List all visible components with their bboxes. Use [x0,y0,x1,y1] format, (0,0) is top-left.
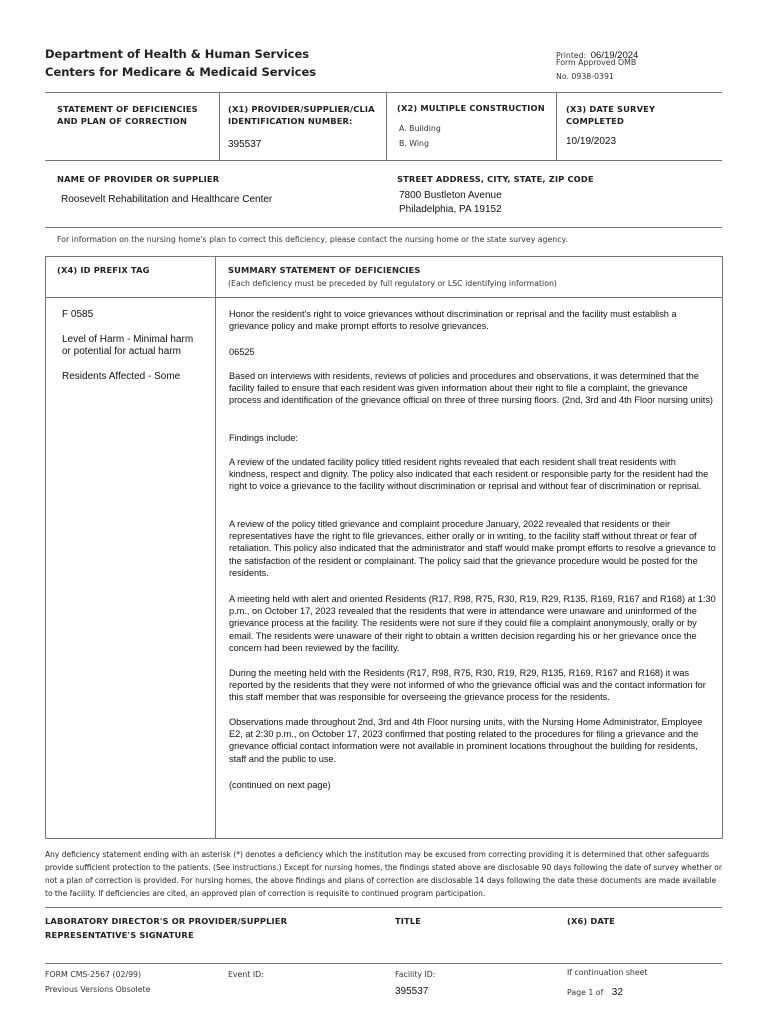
summary-p2: 06525 [229,347,255,357]
omb-number: No. 0938-0391 [556,72,614,81]
page-total: 32 [611,987,623,998]
summary-p7: A meeting held with alert and oriented Residents (R17, R98, R75, R30, R19, R29, R135, R169, R167 and R168) at 1:30 p.m., on October 17, 2023 revealed that the residents that were in attendance were unaware and uninformed of the grievance process at the facility. The residents were not sure if they could file a complaint anonymously, orally or by email. The residents were unaware of their right to obtain a written decision regarding his or her grievance once the concern had been reviewed by the facility. [229,594,716,653]
tag-code: F 0585 [62,309,94,320]
rule [556,92,557,160]
page-indicator [567,982,623,1000]
rule [722,256,723,839]
provider-label: NAME OF PROVIDER OR SUPPLIER [57,174,220,184]
statement-label: STATEMENT OF DEFICIENCIES AND PLAN OF CORRECTION [57,104,198,126]
rule [386,92,387,160]
event-id-label: Event ID: [228,970,264,979]
x2-building: A. Building [399,124,441,133]
summary-p3: Based on interviews with residents, reviews of policies and procedures and observations, it was determined that the facility failed to ensure that each resident was given information about their right to file a complaint, the grievance process and identification of the grievance official on three of three nursing floors. (2nd, 3rd and 4th Floor nursing units) [229,371,713,406]
disclaimer: Any deficiency statement ending with an asterisk (*) denotes a deficiency which the institution may be excused from correcting providing it is determined that other safeguards provide sufficient protection to the patients. (See instructions.) Except for nursing homes, the findings stated above are disclosable 90 days following the date of survey whether or not a plan of correction is provided. For nursing homes, the above findings and plans of correction are disclosable 14 days following the date these documents are made available to the facility. If deficiencies are cited, an approved plan of correction is requisite to continued program participation. [45,850,722,898]
rule [215,256,216,839]
address-label: STREET ADDRESS, CITY, STATE, ZIP CODE [397,174,594,184]
x2-label: (X2) MULTIPLE CONSTRUCTION [397,103,545,113]
rule [45,907,722,908]
provider-value: Roosevelt Rehabilitation and Healthcare Center [61,194,273,205]
x2-wing: B. Wing [399,139,429,148]
department-title: Department of Health & Human Services [45,47,310,61]
residents-affected: Residents Affected - Some [62,371,181,382]
rule [45,227,722,228]
summary-p5: A review of the undated facility policy titled resident rights revealed that each resident shall treat residents with kindness, respect and dignity. The policy also indicated that each resident or responsible party for the resident had the right to voice a grievance to the facility without discrimination or reprisal and without fear of discrimination or reprisal. [229,457,709,492]
x3-value: 10/19/2023 [566,136,617,147]
director-signature-label-1: LABORATORY DIRECTOR'S OR PROVIDER/SUPPLIER [45,916,288,926]
x6-date-label: (X6) DATE [567,916,615,926]
rule [45,838,722,839]
rule [45,256,46,839]
form-number: FORM CMS-2567 (02/99) [45,970,142,979]
summary-p1: Honor the resident's right to voice grievances without discrimination or reprisal and the facility must establish a grievance policy and make prompt efforts to resolve grievances. [229,309,677,332]
summary-p10: (continued on next page) [229,780,331,790]
summary-p9: Observations made throughout 2nd, 3rd and 4th Floor nursing units, with the Nursing Home Administrator, Employee E2, at 2:30 p.m., on October 17, 2023 confirmed that posting related to the procedures for filing a grievance and the grievance official contact information were not available in prominent locations throughout the building for residents, staff and the public to use. [229,717,703,764]
centers-title: Centers for Medicare & Medicaid Services [45,65,317,79]
summary-label: SUMMARY STATEMENT OF DEFICIENCIES [228,265,421,275]
page-label: Page 1 of [567,988,604,997]
rule [45,256,722,257]
summary-p6: A review of the policy titled grievance and complaint procedure January, 2022 revealed that residents or their representatives have the right to file grievances, either orally or in writing, to the facility staff without threat or fear of retaliation. This policy also indicated that the administrator and staff would make prompt efforts to resolve a grievance to the satisfaction of the resident or complainant. The policy said that the grievance procedure would be posted for the residents. [229,519,716,578]
facility-id-label: Facility ID: [395,970,436,979]
address-line2: Philadelphia, PA 19152 [399,204,502,215]
x1-value: 395537 [228,139,262,150]
printed-label: Printed: [556,51,587,60]
x1-label: (X1) PROVIDER/SUPPLIER/CLIA IDENTIFICATION NUMBER: [228,104,375,126]
info-line: For information on the nursing home's plan to correct this deficiency, please contact the nursing home or the state survey agency. [57,235,568,244]
title-label: TITLE [395,916,422,926]
previous-versions: Previous Versions Obsolete [45,985,151,994]
rule [45,297,722,298]
harm-level-2: or potential for actual harm [62,346,181,357]
printed-date: 06/19/2024 [590,50,639,61]
director-signature-label-2: REPRESENTATIVE'S SIGNATURE [45,930,194,940]
summary-p4: Findings include: [229,433,298,443]
rule [45,963,722,964]
continuation-sheet: If continuation sheet [567,968,648,977]
address-line1: 7800 Bustleton Avenue [399,190,502,201]
harm-level-1: Level of Harm - Minimal harm [62,334,194,345]
summary-p8: During the meeting held with the Residents (R17, R98, R75, R30, R19, R29, R135, R169, R167 and R168) it was reported by the residents that they were not informed of who the grievance official was and the contact information for this staff member that was responsible for overseeing the grievance process for the residents. [229,668,706,703]
x3-label: (X3) DATE SURVEY COMPLETED [566,104,656,126]
facility-id-value: 395537 [395,986,429,997]
summary-sub: (Each deficiency must be preceded by full regulatory or LSC identifying information) [228,279,557,288]
x4-label: (X4) ID PREFIX TAG [57,265,150,275]
rule [219,92,220,160]
rule [45,92,722,93]
form-approved: Form Approved OMB [556,58,637,67]
rule [45,160,722,161]
